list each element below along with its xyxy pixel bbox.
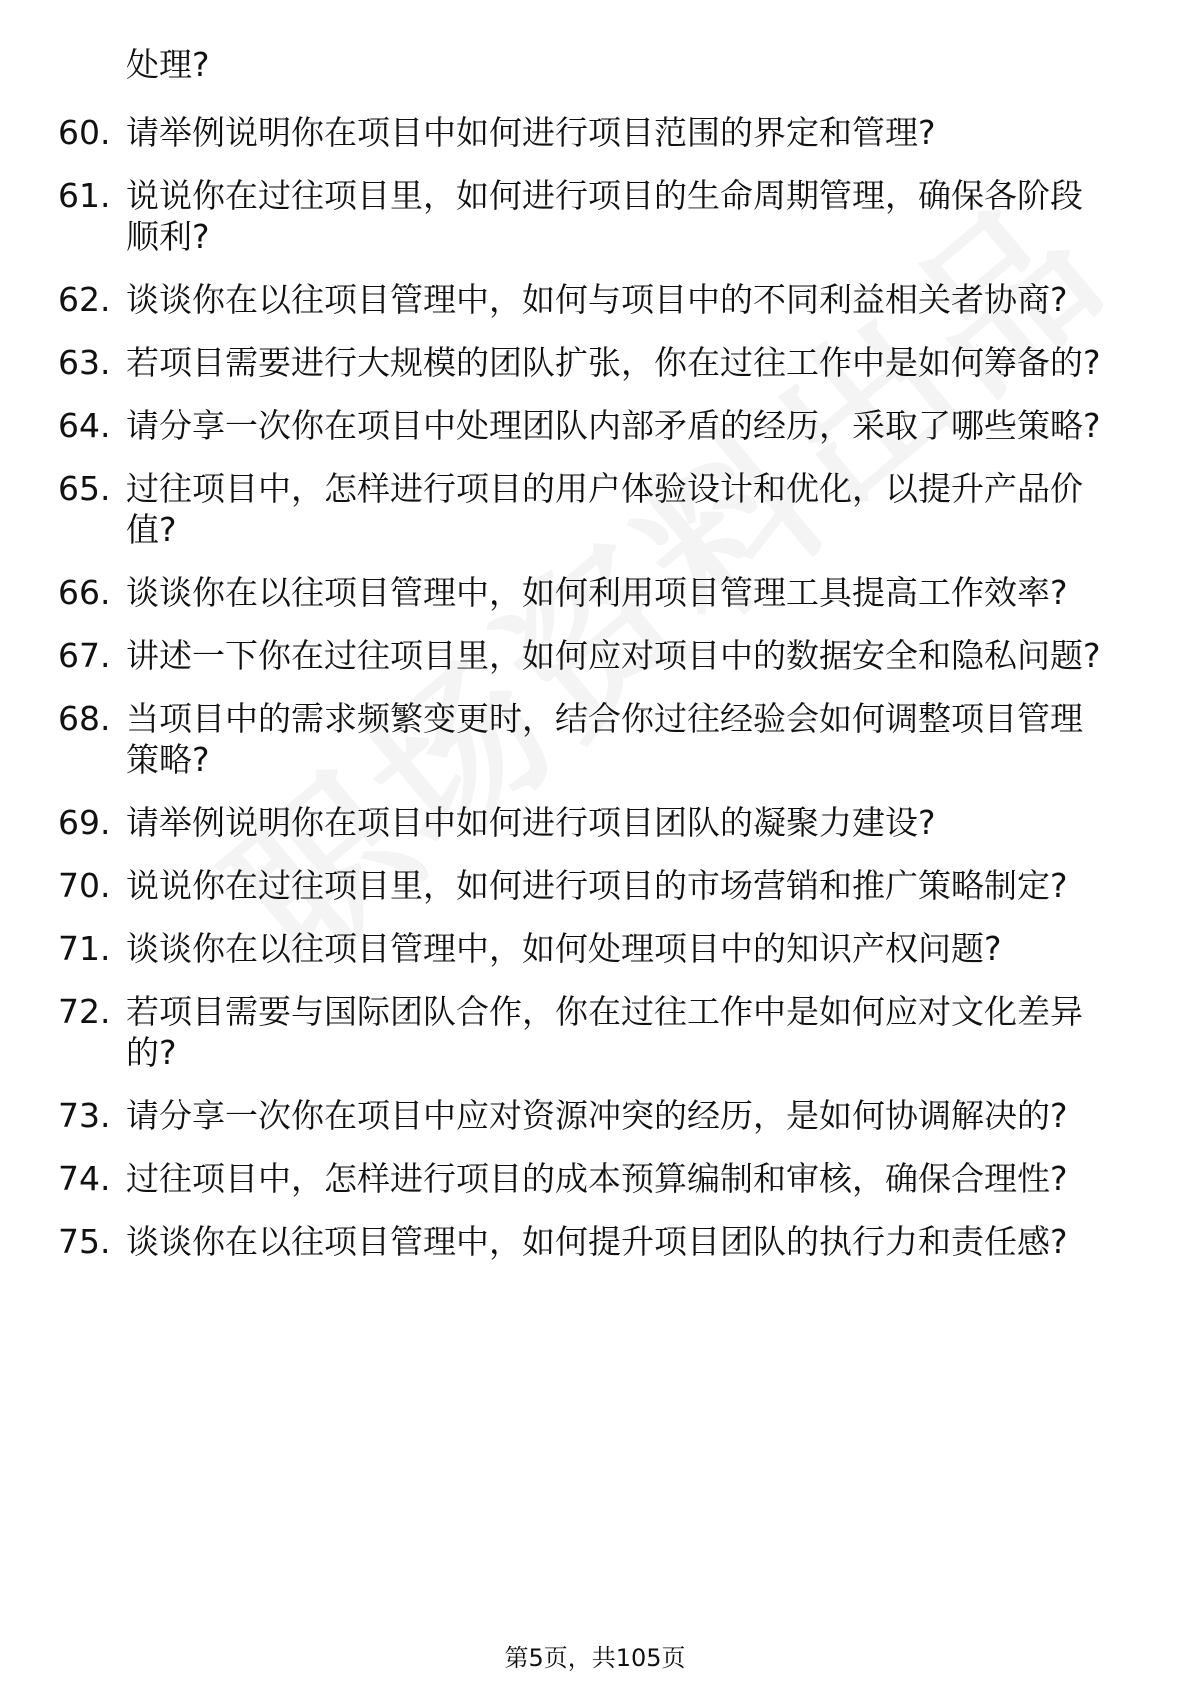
question-text: 过往项目中，怎样进行项目的成本预算编制和审核，确保合理性?: [126, 1159, 1068, 1198]
continuation-text: 处理?: [126, 45, 210, 84]
question-number: 70.: [58, 866, 111, 905]
question-item: [58, 112, 1108, 153]
question-text: 请分享一次你在项目中应对资源冲突的经历，是如何协调解决的?: [126, 1096, 1068, 1135]
question-item: [58, 928, 1108, 969]
page-footer: 第5页，共105页: [504, 1644, 686, 1672]
question-number: 60.: [58, 113, 111, 152]
question-text: 谈谈你在以往项目管理中，如何与项目中的不同利益相关者协商?: [126, 280, 1068, 319]
question-number: 74.: [58, 1159, 111, 1198]
question-text: 过往项目中，怎样进行项目的用户体验设计和优化，以提升产品价值?: [126, 469, 1083, 549]
question-item: [58, 635, 1108, 676]
question-number: 69.: [58, 803, 111, 842]
question-number: 68.: [58, 699, 111, 738]
question-number: 61.: [58, 176, 111, 215]
question-item: [58, 405, 1108, 446]
question-item: [58, 1158, 1108, 1199]
question-item: [58, 1095, 1108, 1136]
question-number: 64.: [58, 406, 111, 445]
question-text: 请举例说明你在项目中如何进行项目团队的凝聚力建设?: [126, 803, 936, 842]
question-text: 请分享一次你在项目中处理团队内部矛盾的经历，采取了哪些策略?: [126, 406, 1101, 445]
question-item: [58, 572, 1108, 613]
question-number: 71.: [58, 929, 111, 968]
question-number: 72.: [58, 992, 111, 1031]
question-number: 66.: [58, 573, 111, 612]
question-number: 73.: [58, 1096, 111, 1135]
question-text: 谈谈你在以往项目管理中，如何利用项目管理工具提高工作效率?: [126, 573, 1068, 612]
question-number: 62.: [58, 280, 111, 319]
question-text: 当项目中的需求频繁变更时，结合你过往经验会如何调整项目管理策略?: [126, 699, 1083, 779]
question-number: 75.: [58, 1222, 111, 1261]
question-number: 63.: [58, 343, 111, 382]
question-text: 若项目需要进行大规模的团队扩张，你在过往工作中是如何筹备的?: [126, 343, 1101, 382]
question-item: [58, 991, 1108, 1073]
question-text: 请举例说明你在项目中如何进行项目范围的界定和管理?: [126, 113, 936, 152]
question-number: 67.: [58, 636, 111, 675]
question-item: [58, 342, 1108, 383]
question-text: 谈谈你在以往项目管理中，如何处理项目中的知识产权问题?: [126, 929, 1002, 968]
question-item: [58, 865, 1108, 906]
question-item: [58, 279, 1108, 320]
question-text: 说说你在过往项目里，如何进行项目的市场营销和推广策略制定?: [126, 866, 1068, 905]
question-item: [58, 175, 1108, 257]
question-number: 65.: [58, 469, 111, 508]
question-item: [58, 802, 1108, 843]
question-item: [58, 468, 1108, 550]
question-list: [58, 112, 1108, 1284]
question-text: 讲述一下你在过往项目里，如何应对项目中的数据安全和隐私问题?: [126, 636, 1101, 675]
question-item: [58, 698, 1108, 780]
question-text: 若项目需要与国际团队合作，你在过往工作中是如何应对文化差异的?: [126, 992, 1083, 1072]
question-text: 说说你在过往项目里，如何进行项目的生命周期管理，确保各阶段顺利?: [126, 176, 1083, 256]
question-item: [58, 1221, 1108, 1262]
question-text: 谈谈你在以往项目管理中，如何提升项目团队的执行力和责任感?: [126, 1222, 1068, 1261]
